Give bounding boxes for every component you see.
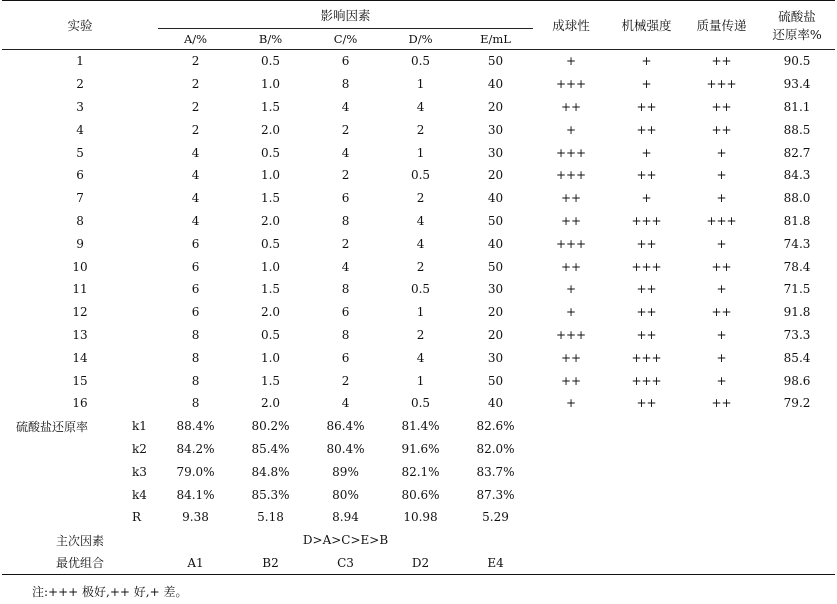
reduction-value: 93.4 <box>783 77 811 92</box>
analysis-e-value: 5.29 <box>482 510 509 525</box>
table-row <box>2 346 835 369</box>
analysis-d-value: 10.98 <box>403 510 438 525</box>
factor-a-value: 4 <box>191 145 200 160</box>
mass-transfer-value: +++ <box>706 77 737 92</box>
optimal-combination-row <box>2 552 835 575</box>
primary-factor-row <box>2 529 835 552</box>
header-factors-group: 影响因素 <box>158 1 533 29</box>
strength-value: ++ <box>636 122 657 137</box>
reduction-value: 73.3 <box>783 327 811 342</box>
experiment-no: 16 <box>72 396 88 411</box>
sphericity-value: +++ <box>555 145 587 160</box>
k-label: k4 <box>132 487 147 502</box>
experiment-no: 12 <box>72 305 88 320</box>
factor-b-value: 1.5 <box>260 191 281 206</box>
strength-value: ++ <box>636 168 657 183</box>
k-label: k3 <box>132 464 147 479</box>
analysis-label-empty <box>2 506 124 529</box>
factor-e-value: 20 <box>487 305 504 320</box>
table-row <box>2 278 835 301</box>
table-row <box>2 324 835 347</box>
strength-value: +++ <box>631 350 662 365</box>
reduction-value: 82.7 <box>783 145 811 160</box>
factor-e-value: 40 <box>487 236 504 251</box>
header-experiment: 实验 <box>67 18 93 33</box>
primary-blank <box>533 529 835 552</box>
table-body <box>2 50 835 575</box>
factor-a-value: 2 <box>191 122 200 137</box>
analysis-d-value: 81.4% <box>401 419 440 434</box>
factor-a-value: 6 <box>191 282 200 297</box>
factor-e-value: 50 <box>458 50 533 73</box>
factor-c-value: 2 <box>341 373 350 388</box>
analysis-row <box>2 438 835 461</box>
factor-e-value: 20 <box>487 168 504 183</box>
strength-value: +++ <box>631 373 662 388</box>
experiment-no: 4 <box>76 122 84 137</box>
experiment-no: 2 <box>76 77 84 92</box>
analysis-blank <box>533 438 835 461</box>
reduction-value: 74.3 <box>783 236 811 251</box>
sphericity-value: + <box>566 122 577 137</box>
mass-transfer-value: + <box>716 327 727 342</box>
factor-d-value: 4 <box>416 350 425 365</box>
factor-a-value: 8 <box>191 350 200 365</box>
factor-b-value: 1.5 <box>260 282 281 297</box>
strength-value: ++ <box>636 282 657 297</box>
analysis-row <box>2 506 835 529</box>
analysis-d-value: 91.6% <box>401 441 440 456</box>
mass-transfer-value: ++ <box>711 122 732 137</box>
factor-d-value: 2 <box>416 259 425 274</box>
factor-a-value: 4 <box>191 168 200 183</box>
optimal-value: E4 <box>458 552 533 575</box>
analysis-a-value: 79.0% <box>176 464 215 479</box>
factor-a-value: 4 <box>191 213 200 228</box>
experiment-no: 8 <box>76 213 84 228</box>
optimal-value: D2 <box>383 552 458 575</box>
reduction-value: 84.3 <box>783 168 811 183</box>
reduction-value: 81.8 <box>783 213 811 228</box>
analysis-label: 硫酸盐还原率 <box>16 419 89 434</box>
table-row <box>2 50 835 73</box>
strength-value: ++ <box>636 396 657 411</box>
factor-b-value: 0.5 <box>233 50 308 73</box>
sphericity-value: + <box>566 396 577 411</box>
reduction-value: 98.6 <box>783 373 811 388</box>
optimal-value: A1 <box>158 552 233 575</box>
factor-d-value: 1 <box>416 305 425 320</box>
factor-b-value: 1.5 <box>260 99 281 114</box>
factor-d-value: 4 <box>416 99 425 114</box>
mass-transfer-value: + <box>716 191 727 206</box>
factor-e-value: 50 <box>487 259 504 274</box>
strength-value: +++ <box>631 213 662 228</box>
optimal-value: B2 <box>233 552 308 575</box>
factor-e-value: 50 <box>487 213 504 228</box>
experiment-no: 10 <box>72 259 88 274</box>
factor-e-value: 30 <box>487 145 504 160</box>
table-row <box>2 232 835 255</box>
sphericity-value: ++ <box>560 350 582 365</box>
mass-transfer-value: ++ <box>711 259 732 274</box>
factor-d-value: 2 <box>416 191 425 206</box>
header-mass-transfer: 质量传递 <box>696 18 747 33</box>
sphericity-value: ++ <box>560 373 582 388</box>
table-row <box>2 118 835 141</box>
factor-d-value: 1 <box>416 373 425 388</box>
table-row <box>2 301 835 324</box>
analysis-label-empty <box>2 438 124 461</box>
analysis-d-value: 82.1% <box>401 464 440 479</box>
analysis-blank <box>533 460 835 483</box>
factor-e-value: 30 <box>487 122 504 137</box>
strength-value: + <box>641 191 652 206</box>
factor-d-value: 1 <box>416 77 425 92</box>
factor-d-value: 0.5 <box>410 396 431 411</box>
analysis-a-value: 88.4% <box>176 419 215 434</box>
analysis-blank <box>533 415 835 438</box>
table-row <box>2 210 835 233</box>
sphericity-value: ++ <box>560 191 582 206</box>
factor-c-value: 4 <box>341 396 350 411</box>
header-factor-b: B/% <box>258 32 283 46</box>
factor-a-value: 8 <box>191 373 200 388</box>
analysis-row <box>2 415 835 438</box>
analysis-a-value: 84.2% <box>176 441 215 456</box>
sphericity-value: + <box>566 305 577 320</box>
factor-e-value: 40 <box>487 396 504 411</box>
analysis-b-value: 84.8% <box>251 464 290 479</box>
factor-b-value: 1.0 <box>260 77 281 92</box>
factor-b-value: 1.0 <box>260 259 281 274</box>
mass-transfer-value: ++ <box>711 99 732 114</box>
sphericity-value: ++ <box>560 259 582 274</box>
analysis-e-value: 82.0% <box>476 441 515 456</box>
factor-c-value: 4 <box>341 99 350 114</box>
factor-a-value: 6 <box>191 305 200 320</box>
factor-e-value: 40 <box>487 191 504 206</box>
factor-c-value: 4 <box>341 259 350 274</box>
header-factor-e: E/mL <box>480 32 511 46</box>
factor-c-value: 4 <box>341 145 350 160</box>
primary-factor-value: D>A>C>E>B <box>302 533 389 548</box>
factor-d-value: 1 <box>416 145 425 160</box>
analysis-label-empty <box>2 460 124 483</box>
table-row <box>2 73 835 96</box>
header-factor-a: A/% <box>183 32 208 46</box>
sphericity-value: +++ <box>555 327 587 342</box>
mass-transfer-value: ++ <box>711 396 732 411</box>
strength-value: + <box>609 50 684 73</box>
header-reduction <box>759 1 835 50</box>
analysis-c-value: 80.4% <box>326 441 365 456</box>
factor-c-value: 6 <box>308 50 383 73</box>
analysis-c-value: 8.94 <box>332 510 359 525</box>
factor-e-value: 20 <box>487 99 504 114</box>
factor-b-value: 1.0 <box>260 168 281 183</box>
table-row <box>2 96 835 119</box>
header-strength: 机械强度 <box>621 18 672 33</box>
factor-a-value: 6 <box>191 259 200 274</box>
experiment-no: 3 <box>76 99 84 114</box>
analysis-a-value: 84.1% <box>176 487 215 502</box>
factor-b-value: 0.5 <box>260 327 281 342</box>
header-sphericity: 成球性 <box>552 18 590 33</box>
factor-d-value: 0.5 <box>410 168 431 183</box>
sphericity-value: + <box>533 50 609 73</box>
reduction-value: 78.4 <box>783 259 811 274</box>
factor-b-value: 1.5 <box>260 373 281 388</box>
analysis-c-value: 80% <box>332 487 359 502</box>
analysis-d-value: 80.6% <box>401 487 440 502</box>
factor-e-value: 40 <box>487 77 504 92</box>
factor-c-value: 6 <box>341 305 350 320</box>
analysis-c-value: 89% <box>332 464 359 479</box>
mass-transfer-value: + <box>716 236 727 251</box>
factor-d-value: 0.5 <box>383 50 458 73</box>
orthogonal-experiment-table <box>2 0 835 575</box>
experiment-no: 14 <box>72 350 88 365</box>
factor-a-value: 2 <box>158 50 233 73</box>
factor-b-value: 0.5 <box>260 145 281 160</box>
factor-b-value: 2.0 <box>260 305 281 320</box>
factor-d-value: 4 <box>416 236 425 251</box>
experiment-no: 11 <box>72 282 88 297</box>
factor-c-value: 8 <box>341 77 350 92</box>
sphericity-value: + <box>566 282 577 297</box>
analysis-c-value: 86.4% <box>326 419 365 434</box>
factor-c-value: 6 <box>341 350 350 365</box>
strength-value: + <box>641 145 652 160</box>
factor-c-value: 8 <box>341 282 350 297</box>
table-header <box>2 1 835 50</box>
strength-value: ++ <box>636 99 657 114</box>
factor-d-value: 2 <box>416 327 425 342</box>
factor-b-value: 2.0 <box>260 396 281 411</box>
sphericity-value: +++ <box>555 168 587 183</box>
analysis-e-value: 87.3% <box>476 487 515 502</box>
strength-value: ++ <box>636 305 657 320</box>
experiment-no: 13 <box>72 327 88 342</box>
mass-transfer-value: + <box>716 350 727 365</box>
experiment-no: 1 <box>2 50 158 73</box>
analysis-row <box>2 460 835 483</box>
k-label: R <box>132 510 142 525</box>
strength-value: + <box>641 77 652 92</box>
factor-e-value: 30 <box>487 282 504 297</box>
reduction-value: 79.2 <box>783 396 811 411</box>
header-factor-d: D/% <box>408 32 433 46</box>
analysis-e-value: 83.7% <box>476 464 515 479</box>
analysis-blank <box>533 506 835 529</box>
table-row <box>2 164 835 187</box>
reduction-value: 88.0 <box>783 191 811 206</box>
mass-transfer-value: ++ <box>684 50 759 73</box>
factor-c-value: 2 <box>341 122 350 137</box>
factor-b-value: 1.0 <box>260 350 281 365</box>
reduction-value: 90.5 <box>759 50 835 73</box>
optimal-label: 最优组合 <box>2 552 158 575</box>
table-row <box>2 392 835 415</box>
reduction-value: 91.8 <box>783 305 811 320</box>
experiment-no: 9 <box>76 236 84 251</box>
table-wrapper <box>2 0 835 575</box>
factor-e-value: 30 <box>487 350 504 365</box>
table-row <box>2 369 835 392</box>
reduction-value: 81.1 <box>783 99 811 114</box>
factor-c-value: 6 <box>341 191 350 206</box>
strength-value: ++ <box>636 236 657 251</box>
factor-a-value: 4 <box>191 191 200 206</box>
analysis-label-empty <box>2 483 124 506</box>
analysis-row <box>2 483 835 506</box>
table-row <box>2 187 835 210</box>
analysis-b-value: 5.18 <box>257 510 284 525</box>
sphericity-value: ++ <box>560 99 582 114</box>
header-factor-c: C/% <box>333 32 358 46</box>
factor-a-value: 6 <box>191 236 200 251</box>
factor-d-value: 0.5 <box>410 282 431 297</box>
reduction-value: 88.5 <box>783 122 811 137</box>
optimal-value: C3 <box>308 552 383 575</box>
mass-transfer-value: + <box>716 145 727 160</box>
header-reduction-line2: 还原率% <box>772 27 822 42</box>
sphericity-value: ++ <box>560 213 582 228</box>
strength-value: ++ <box>636 327 657 342</box>
experiment-no: 7 <box>76 191 84 206</box>
factor-d-value: 2 <box>416 122 425 137</box>
analysis-a-value: 9.38 <box>182 510 209 525</box>
factor-c-value: 2 <box>341 236 350 251</box>
reduction-value: 85.4 <box>783 350 811 365</box>
primary-factor-label: 主次因素 <box>56 533 105 548</box>
experiment-no: 15 <box>72 373 88 388</box>
mass-transfer-value: +++ <box>706 213 737 228</box>
analysis-b-value: 85.3% <box>251 487 290 502</box>
table-note: 注:+++ 极好,++ 好,+ 差。 <box>32 585 188 599</box>
factor-c-value: 8 <box>341 213 350 228</box>
reduction-value: 71.5 <box>783 282 811 297</box>
experiment-no: 5 <box>76 145 84 160</box>
sphericity-value: +++ <box>555 77 587 92</box>
factor-a-value: 2 <box>191 99 200 114</box>
experiment-no: 6 <box>76 168 84 183</box>
factor-b-value: 2.0 <box>260 122 281 137</box>
table-row <box>2 141 835 164</box>
mass-transfer-value: + <box>716 282 727 297</box>
mass-transfer-value: ++ <box>711 305 732 320</box>
factor-e-value: 50 <box>487 373 504 388</box>
mass-transfer-value: + <box>716 168 727 183</box>
k-label: k1 <box>132 419 147 434</box>
strength-value: +++ <box>631 259 662 274</box>
mass-transfer-value: + <box>716 373 727 388</box>
factor-c-value: 8 <box>341 327 350 342</box>
analysis-e-value: 82.6% <box>476 419 515 434</box>
factor-a-value: 8 <box>191 396 200 411</box>
factor-a-value: 2 <box>191 77 200 92</box>
factor-c-value: 2 <box>341 168 350 183</box>
analysis-b-value: 85.4% <box>251 441 290 456</box>
factor-a-value: 8 <box>191 327 200 342</box>
header-reduction-line1: 硫酸盐 <box>778 9 816 24</box>
k-label: k2 <box>132 441 147 456</box>
factor-b-value: 2.0 <box>260 213 281 228</box>
factor-d-value: 4 <box>416 213 425 228</box>
factor-e-value: 20 <box>487 327 504 342</box>
table-row <box>2 255 835 278</box>
sphericity-value: +++ <box>555 236 587 251</box>
optimal-blank <box>533 552 835 575</box>
analysis-blank <box>533 483 835 506</box>
factor-b-value: 0.5 <box>260 236 281 251</box>
analysis-b-value: 80.2% <box>251 419 290 434</box>
